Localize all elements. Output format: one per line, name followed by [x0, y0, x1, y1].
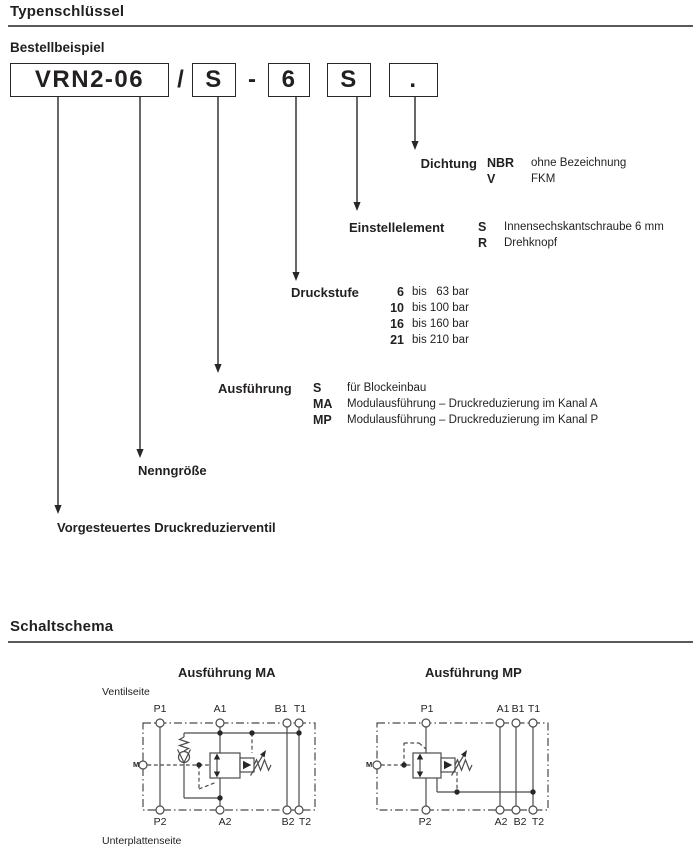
subplate-side-label: Unterplattenseite [102, 835, 182, 847]
section-title-typenschluessel: Typenschlüssel [10, 3, 125, 20]
option-code: MP [313, 413, 332, 427]
port-label: P1 [420, 703, 434, 715]
port-label: T1 [293, 703, 307, 715]
code-callout-arrows [54, 97, 418, 514]
port-label: A1 [213, 703, 227, 715]
port-label: B1 [274, 703, 288, 715]
option-desc: Drehknopf [504, 237, 558, 249]
port-label-m: M [366, 760, 373, 769]
order-code-box-dichtung: . [389, 63, 438, 97]
callout-label-nenngroesse: Nenngröße [138, 463, 207, 478]
option-desc: Innensechskantschraube 6 mm [504, 221, 664, 233]
option-code: V [487, 172, 496, 186]
mp-circuit-diagram [373, 719, 548, 814]
flow-arrow-down-icon [417, 772, 423, 778]
order-code-separator-dash: - [248, 66, 256, 93]
pressure-reducing-valve-symbol [210, 753, 240, 778]
pilot-relief-symbol [441, 750, 472, 776]
port-label: B2 [513, 816, 527, 828]
port-label: A2 [494, 816, 508, 828]
order-code-box-model: VRN2-06 [10, 63, 169, 97]
callout-label-ausfuehrung: Ausführung [218, 381, 292, 396]
callout-label-einstellelement: Einstellelement [349, 220, 445, 235]
subsection-title-bestellbeispiel: Bestellbeispiel [10, 40, 105, 55]
option-code: S [313, 381, 322, 395]
junction-dots [196, 730, 301, 800]
spring-icon [180, 737, 189, 751]
option-desc: Modulausführung – Druckreduzierung im Kanal P [347, 414, 599, 426]
callout-label-ventiltyp: Vorgesteuertes Druckreduzierventil [57, 520, 276, 535]
option-code: 10 [390, 301, 404, 315]
option-code: S [478, 220, 487, 234]
port-label: T1 [527, 703, 541, 715]
port-label: B2 [281, 816, 295, 828]
housing-boundary [377, 723, 548, 810]
port-circles [139, 719, 303, 814]
order-code-box-einstellelement: S [327, 63, 371, 97]
order-code-separator-slash: / [177, 66, 184, 93]
option-code: 6 [397, 285, 404, 299]
adjustment-arrow-icon [461, 750, 467, 757]
order-code-box-ausfuehrung: S [192, 63, 236, 97]
callout-label-dichtung: Dichtung [420, 156, 477, 171]
option-desc: bis 100 bar [412, 302, 469, 314]
flow-arrow-down-icon [214, 772, 220, 778]
port-label: P1 [153, 703, 167, 715]
port-label: P2 [153, 816, 167, 828]
port-label: P2 [418, 816, 432, 828]
option-desc: FKM [531, 173, 556, 185]
callout-label-druckstufe: Druckstufe [291, 285, 359, 300]
diagram-title-mp: Ausführung MP [425, 665, 522, 680]
junction-dots [401, 762, 535, 794]
spring-icon [455, 760, 472, 770]
option-desc: Modulausführung – Druckreduzierung im Kanal A [347, 398, 598, 410]
pilot-cone-icon [243, 761, 251, 769]
option-desc: bis 210 bar [412, 334, 469, 346]
valve-side-label: Ventilseite [102, 686, 150, 698]
section-title-schaltschema: Schaltschema [10, 618, 114, 635]
option-code: NBR [487, 156, 515, 170]
pilot-relief-symbol [240, 750, 271, 776]
option-desc: ohne Bezeichnung [531, 157, 627, 169]
pilot-cone-icon [444, 761, 452, 769]
port-label-m: M [133, 760, 140, 769]
port-label: T2 [298, 816, 312, 828]
option-desc: für Blockeinbau [347, 382, 427, 394]
port-label: B1 [511, 703, 525, 715]
port-circles [373, 719, 537, 814]
pressure-reducing-valve-symbol [413, 753, 441, 778]
pilot-lines [148, 733, 253, 789]
order-code-box-druckstufe: 6 [268, 63, 310, 97]
option-desc: bis 63 bar [412, 286, 469, 298]
adjustment-arrow-icon [260, 750, 266, 757]
housing-boundary [143, 723, 315, 810]
flow-arrow-up-icon [214, 754, 220, 760]
pilot-lines [381, 743, 457, 792]
option-code: R [478, 236, 488, 250]
ma-circuit-diagram [139, 719, 315, 814]
spring-icon [254, 760, 271, 770]
section-divider [8, 25, 693, 27]
diagram-title-ma: Ausführung MA [178, 665, 276, 680]
check-valve-symbol [178, 733, 191, 798]
option-code: 21 [390, 333, 404, 347]
port-label: T2 [531, 816, 545, 828]
port-label: A1 [496, 703, 510, 715]
option-code: MA [313, 397, 333, 411]
option-code: 16 [390, 317, 404, 331]
port-label: A2 [218, 816, 232, 828]
section-divider [8, 641, 693, 643]
flow-arrow-up-icon [417, 754, 423, 760]
option-desc: bis 160 bar [412, 318, 469, 330]
